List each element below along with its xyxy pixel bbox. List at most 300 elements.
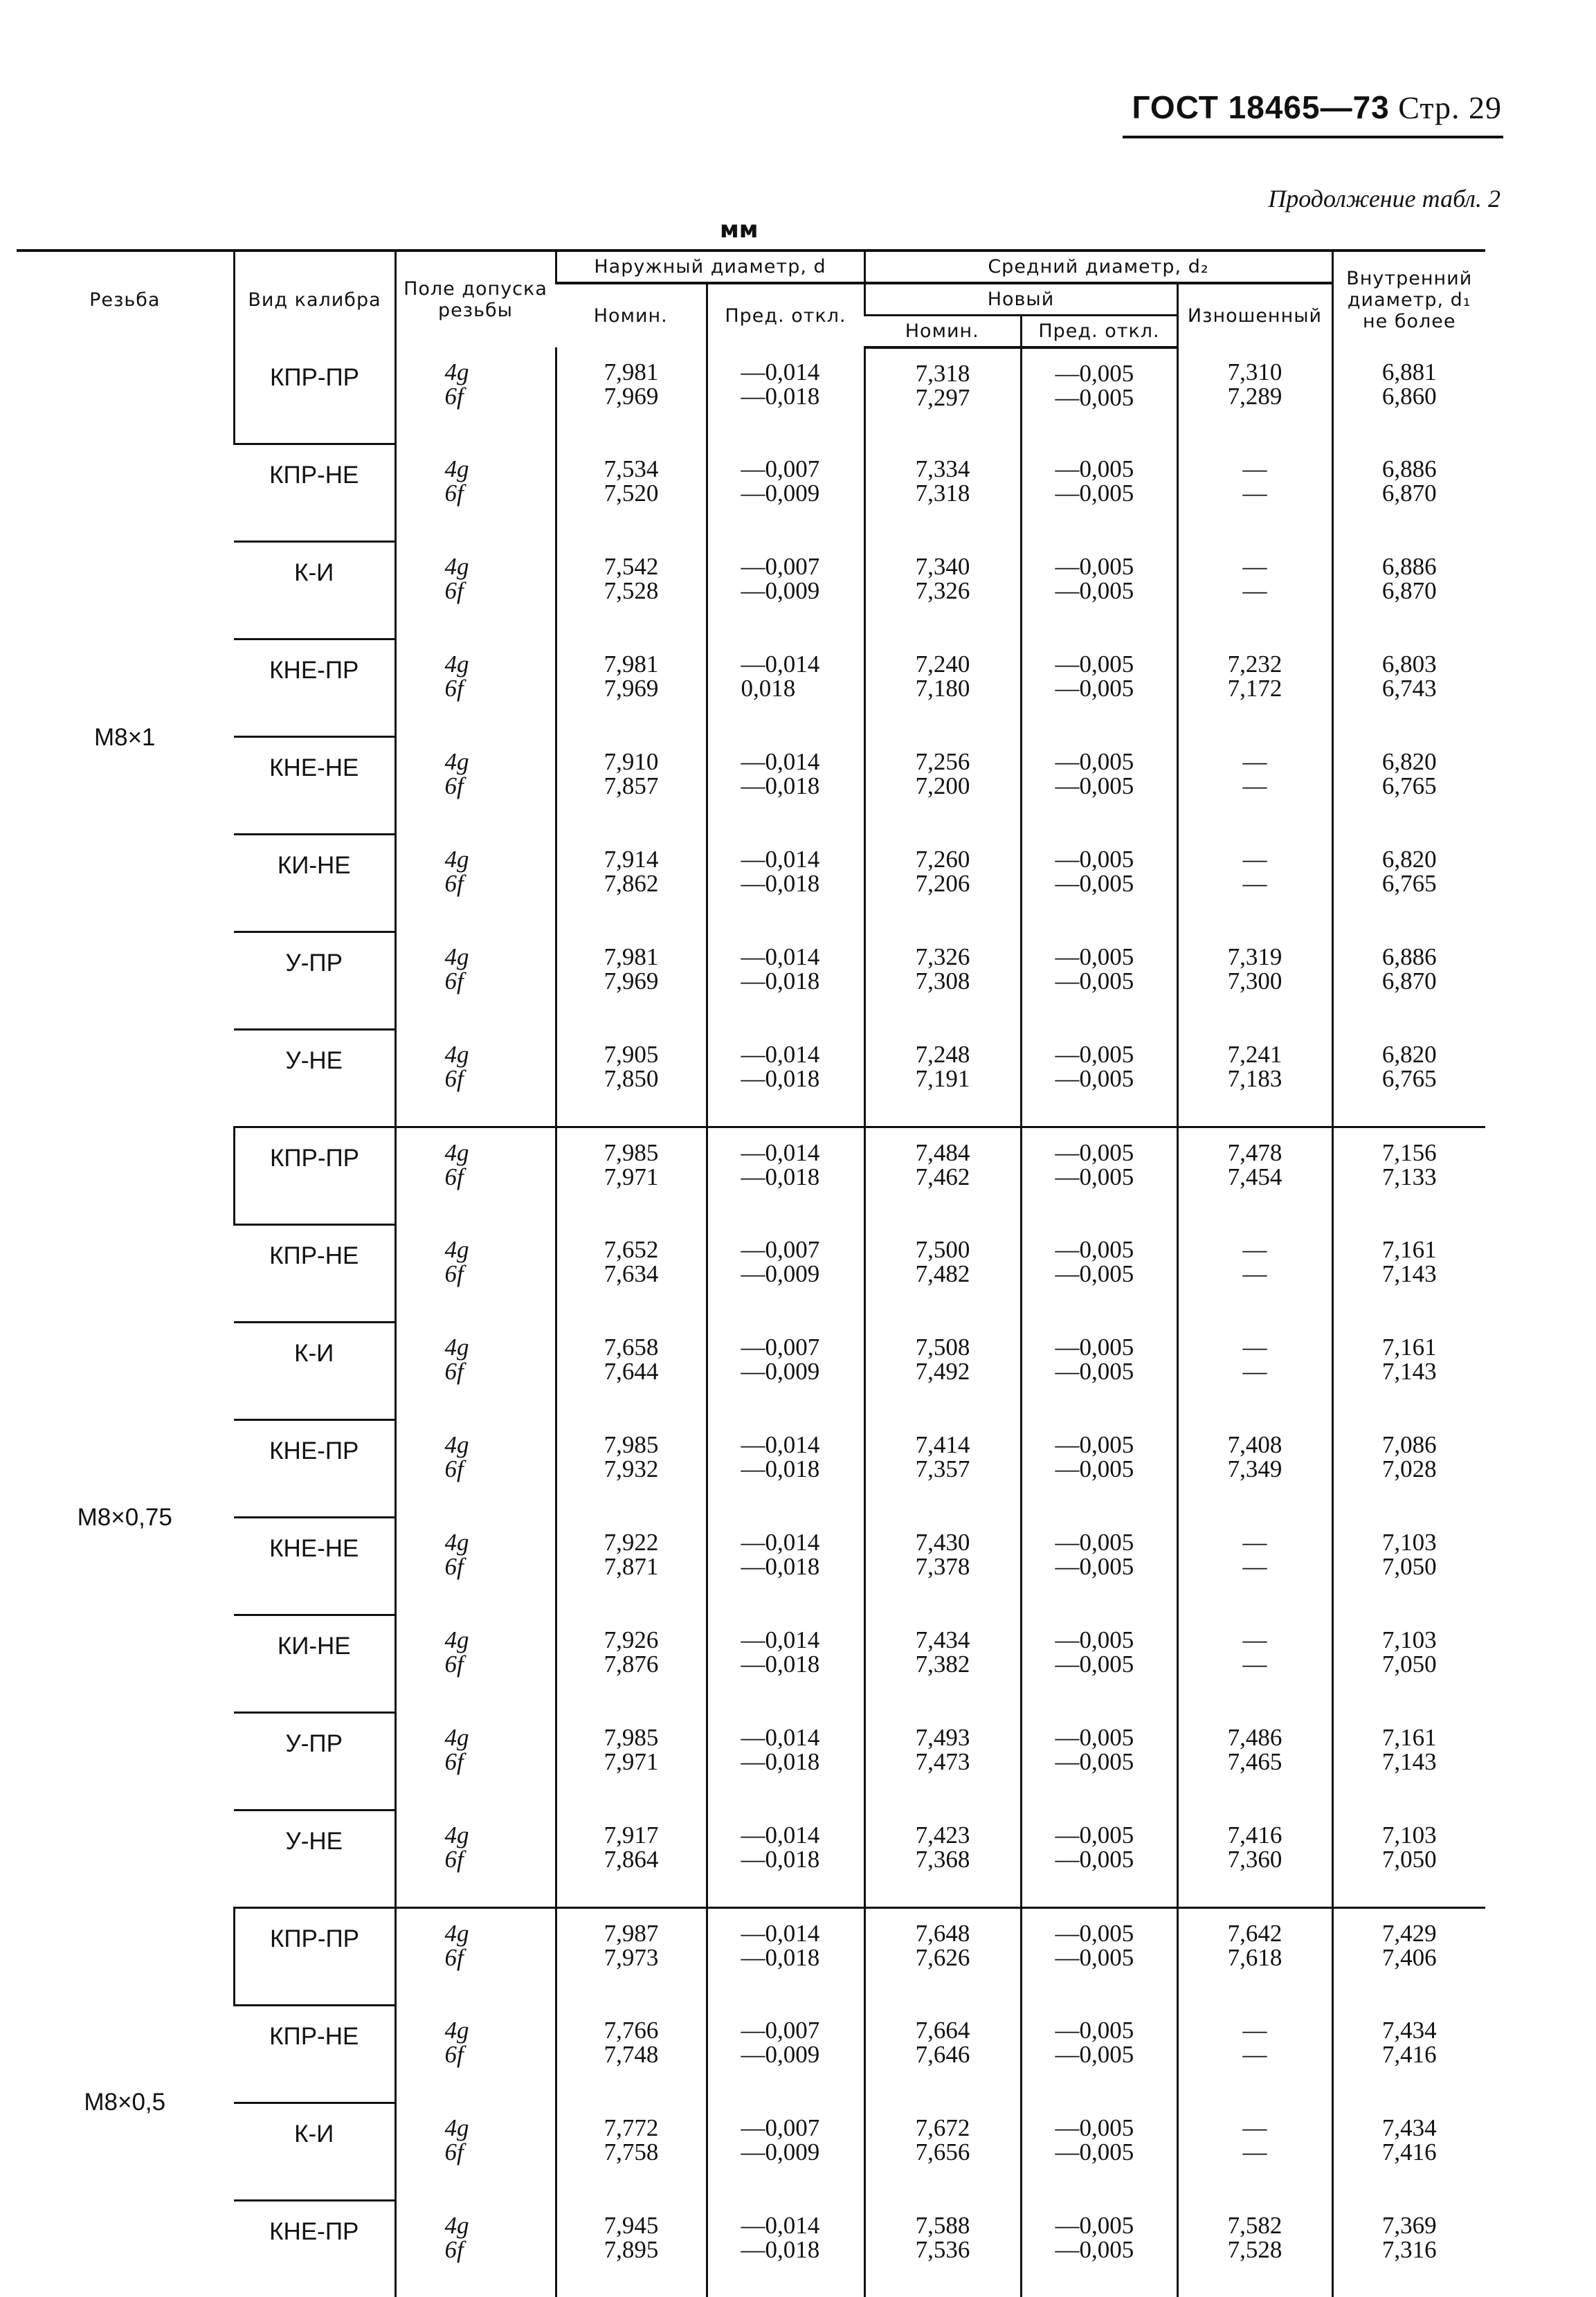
cell-value: —0,005 [1055,772,1134,799]
table-row [17,1030,1485,1127]
cell-value: 4g [444,1235,469,1263]
table-row [17,1908,1485,2006]
cell-value: 4g [444,845,469,873]
tolerance-field-cell [395,347,556,444]
inner-diameter-cell [1332,932,1485,1030]
cell-value: 7,050 [1381,1845,1437,1873]
tolerance-field-cell [395,444,556,542]
cell-value: —0,005 [1055,384,1134,412]
cell-value: —0,005 [1055,1552,1134,1580]
tolerance-field-cell [395,1323,556,1420]
thread-size-cell: M8×1 [93,723,156,751]
cell-value: 7,652 [604,1235,659,1263]
cell-value: —0,005 [1055,1723,1134,1751]
cell-value: 4g [444,455,469,482]
cell-value: 7,289 [1227,383,1282,410]
pitch-worn-cell [1177,542,1332,639]
gauge-type-cell: КНЕ-ПР [234,639,395,737]
cell-value: 7,382 [915,1650,970,1678]
cell-value: 6f [444,674,464,702]
cell-value: — [1242,455,1267,482]
outer-deviation-cell [707,542,864,639]
col-pitch-diameter: Средний диаметр, d₂ [864,251,1332,283]
pitch-nominal-cell [864,1225,1021,1323]
cell-value: — [1242,576,1267,604]
cell-value: —0,018 [741,1552,820,1580]
outer-deviation-cell [707,1615,864,1713]
cell-value: —0,009 [741,479,820,507]
pitch-nominal-cell [864,932,1021,1030]
cell-value: 7,319 [1227,943,1282,970]
table-row [17,1615,1485,1713]
cell-value: 7,922 [604,1528,659,1556]
tolerance-field-cell [395,2201,556,2297]
outer-deviation-cell [707,347,864,444]
pitch-deviation-cell [1021,1518,1177,1615]
table-row [17,542,1485,639]
pitch-deviation-cell [1021,2103,1177,2201]
cell-value: — [1242,552,1267,580]
cell-value: 6f [444,1357,464,1385]
cell-value: —0,014 [741,1528,820,1556]
cell-value: 7,772 [604,2114,659,2141]
outer-nominal-cell [556,347,707,444]
cell-value: 7,183 [1227,1064,1282,1092]
cell-value: 7,520 [604,479,659,507]
cell-value: 7,857 [604,772,659,799]
pitch-deviation-cell [1021,932,1177,1030]
cell-value: —0,005 [1055,1431,1134,1458]
table-row [17,1810,1485,1908]
cell-value: —0,018 [741,869,820,897]
cell-value: 7,969 [604,383,659,410]
outer-deviation-cell [707,1713,864,1810]
cell-value: — [1242,869,1267,897]
cell-value: 7,133 [1381,1163,1437,1191]
cell-value: —0,005 [1055,479,1134,507]
cell-value: —0,014 [741,1723,820,1751]
table-row [17,1518,1485,1615]
cell-value: —0,005 [1055,455,1134,482]
inner-diameter-cell [1332,2103,1485,2201]
tolerance-field-cell [395,932,556,1030]
cell-value: 7,300 [1227,967,1282,995]
cell-value: 7,656 [915,2138,970,2166]
cell-value: 6f [444,967,464,995]
cell-value: 7,664 [915,2016,970,2044]
outer-nominal-cell [556,1713,707,1810]
cell-value: 6f [444,576,464,604]
cell-value: 6f [444,479,464,507]
cell-value: 6,881 [1381,358,1437,386]
cell-value: — [1242,1552,1267,1580]
cell-value: 4g [444,1139,469,1167]
pitch-nominal-cell [864,2201,1021,2297]
cell-value: —0,005 [1055,943,1134,970]
outer-nominal-cell [556,1908,707,2006]
cell-value: 4g [444,1040,469,1068]
pitch-deviation-cell [1021,1615,1177,1713]
table-row [17,2006,1485,2103]
outer-nominal-cell [556,1420,707,1518]
cell-value: 6f [444,1260,464,1287]
cell-value: 6f [444,772,464,799]
outer-nominal-cell [556,1225,707,1323]
inner-diameter-cell [1332,444,1485,542]
pitch-deviation-cell [1021,737,1177,835]
cell-value: —0,014 [741,358,820,386]
cell-value: 7,161 [1381,1723,1437,1751]
cell-value: — [1242,772,1267,799]
cell-value: 7,206 [915,869,970,897]
header-rule [1123,136,1503,138]
cell-value: 6,765 [1381,869,1437,897]
cell-value: 7,416 [1227,1821,1282,1849]
cell-value: 7,971 [604,1747,659,1775]
cell-value: —0,014 [741,845,820,873]
cell-value: —0,005 [1055,747,1134,775]
outer-deviation-cell [707,2103,864,2201]
inner-diameter-cell [1332,1225,1485,1323]
outer-nominal-cell [556,737,707,835]
gauge-type-cell: К-И [234,2103,395,2201]
cell-value: —0,005 [1055,650,1134,678]
outer-deviation-cell [707,1323,864,1420]
col-outer-diameter: Наружный диаметр, d [556,251,864,283]
pitch-deviation-cell [1021,1030,1177,1127]
pitch-nominal-cell [864,1908,1021,2006]
cell-value: —0,005 [1055,1357,1134,1385]
cell-value: 4g [444,1626,469,1653]
cell-value: —0,007 [741,552,820,580]
gauge-type-cell: КПР-НЕ [234,1225,395,1323]
outer-nominal-cell [556,2201,707,2297]
cell-value: 7,297 [915,384,970,412]
cell-value: 7,658 [604,1333,659,1361]
cell-value: 7,864 [604,1845,659,1873]
cell-value: 7,326 [915,943,970,970]
outer-nominal-cell [556,1518,707,1615]
pitch-worn-cell [1177,1225,1332,1323]
cell-value: 7,360 [1227,1845,1282,1873]
pitch-worn-cell [1177,1030,1332,1127]
cell-value: —0,005 [1055,2211,1134,2239]
cell-value: 7,103 [1381,1528,1437,1556]
outer-deviation-cell [707,737,864,835]
pitch-worn-cell [1177,639,1332,737]
pitch-nominal-cell [864,2103,1021,2201]
cell-value: 6f [444,2138,464,2166]
cell-value: 7,646 [915,2040,970,2068]
inner-diameter-cell [1332,1713,1485,1810]
cell-value: —0,014 [741,650,820,678]
cell-value: 7,326 [915,576,970,604]
cell-value: —0,005 [1055,1064,1134,1092]
cell-value: 7,318 [915,479,970,507]
gauge-dimensions-table [17,249,1485,2297]
cell-value: 6,886 [1381,455,1437,482]
pitch-deviation-cell [1021,1420,1177,1518]
pitch-nominal-cell [864,1420,1021,1518]
cell-value: —0,005 [1055,2138,1134,2166]
cell-value: —0,009 [741,1357,820,1385]
outer-deviation-cell [707,444,864,542]
cell-value: —0,005 [1055,674,1134,702]
cell-value: 7,969 [604,674,659,702]
cell-value: —0,007 [741,2016,820,2044]
cell-value: — [1242,2114,1267,2141]
cell-value: 7,434 [1381,2016,1437,2044]
tolerance-field-cell [395,1518,556,1615]
cell-value: 7,378 [915,1552,970,1580]
cell-value: —0,018 [741,1845,820,1873]
table-row [17,1420,1485,1518]
cell-value: 6f [444,1064,464,1092]
pitch-worn-cell [1177,1518,1332,1615]
cell-value: 7,240 [915,650,970,678]
cell-value: 7,191 [915,1064,970,1092]
cell-value: 4g [444,2016,469,2044]
cell-value: —0,005 [1055,869,1134,897]
gauge-type-cell: У-ПР [234,1713,395,1810]
cell-value: —0,009 [741,576,820,604]
cell-value: 7,484 [915,1139,970,1167]
inner-diameter-cell [1332,542,1485,639]
inner-diameter-cell [1332,1127,1485,1225]
cell-value: 7,482 [915,1260,970,1287]
tolerance-field-cell [395,1420,556,1518]
cell-value: —0,005 [1055,967,1134,995]
outer-nominal-cell [556,1615,707,1713]
cell-value: 7,340 [915,552,970,580]
cell-value: 7,241 [1227,1040,1282,1068]
cell-value: 7,454 [1227,1163,1282,1191]
cell-value: —0,005 [1055,1821,1134,1849]
cell-value: —0,014 [741,1821,820,1849]
gauge-type-cell: КПР-ПР [234,1908,395,2006]
tolerance-field-cell [395,835,556,932]
cell-value: 7,161 [1381,1333,1437,1361]
outer-nominal-cell [556,542,707,639]
cell-value: 7,618 [1227,1944,1282,1972]
cell-value: 4g [444,2114,469,2141]
cell-value: 7,430 [915,1528,970,1556]
cell-value: 7,493 [915,1723,970,1751]
cell-value: —0,005 [1055,360,1134,388]
inner-diameter-cell [1332,2006,1485,2103]
pitch-deviation-cell [1021,542,1177,639]
cell-value: 7,050 [1381,1650,1437,1678]
cell-value: 7,368 [915,1845,970,1873]
cell-value: 4g [444,1528,469,1556]
cell-value: 7,748 [604,2040,659,2068]
cell-value: 7,416 [1381,2040,1437,2068]
cell-value: — [1242,1528,1267,1556]
cell-value: — [1242,747,1267,775]
gauge-type-cell: К-И [234,542,395,639]
cell-value: — [1242,2040,1267,2068]
cell-value: 4g [444,358,469,386]
cell-value: —0,005 [1055,1163,1134,1191]
cell-value: 7,766 [604,2016,659,2044]
cell-value: — [1242,1650,1267,1678]
cell-value: —0,014 [741,1626,820,1653]
outer-nominal-cell [556,444,707,542]
pitch-nominal-cell [864,2006,1021,2103]
cell-value: —0,018 [741,967,820,995]
gauge-type-cell: КПР-НЕ [234,444,395,542]
cell-value: —0,005 [1055,2235,1134,2263]
col-pitch-deviation: Пред. откл. [1021,316,1177,348]
cell-value: —0,007 [741,2114,820,2141]
cell-value: 7,648 [915,1920,970,1948]
cell-value: 6,743 [1381,674,1437,702]
cell-value: —0,018 [741,1944,820,1972]
cell-value: —0,009 [741,2040,820,2068]
cell-value: 6f [444,1747,464,1775]
tolerance-field-cell [395,1615,556,1713]
outer-deviation-cell [707,2201,864,2297]
inner-diameter-cell [1332,1908,1485,2006]
cell-value: 7,981 [604,650,659,678]
cell-value: 4g [444,943,469,970]
cell-value: 7,905 [604,1040,659,1068]
pitch-worn-cell [1177,2201,1332,2297]
cell-value: —0,009 [741,1260,820,1287]
pitch-nominal-cell [864,835,1021,932]
cell-value: 7,910 [604,747,659,775]
cell-value: 7,508 [915,1333,970,1361]
pitch-worn-cell [1177,1615,1332,1713]
outer-nominal-cell [556,2103,707,2201]
cell-value: 7,161 [1381,1235,1437,1263]
cell-value: 4g [444,650,469,678]
pitch-deviation-cell [1021,1323,1177,1420]
cell-value: — [1242,1235,1267,1263]
inner-diameter-cell [1332,1518,1485,1615]
cell-value: 6,765 [1381,772,1437,799]
cell-value: 7,143 [1381,1260,1437,1287]
table-row [17,737,1485,835]
cell-value: 7,416 [1381,2138,1437,2166]
cell-value: —0,005 [1055,1920,1134,1948]
cell-value: 7,462 [915,1163,970,1191]
gauge-type-cell: КПР-ПР [234,347,395,444]
cell-value: — [1242,2016,1267,2044]
pitch-worn-cell [1177,737,1332,835]
cell-value: 7,180 [915,674,970,702]
cell-value: 7,478 [1227,1139,1282,1167]
cell-value: 7,156 [1381,1139,1437,1167]
gauge-type-cell: КПР-ПР [234,1127,395,1225]
cell-value: 0,018 [741,674,796,702]
cell-value: — [1242,1357,1267,1385]
cell-value: 7,406 [1381,1944,1437,1972]
cell-value: 7,500 [915,1235,970,1263]
cell-value: —0,005 [1055,2114,1134,2141]
table-row [17,1713,1485,1810]
table-row [17,1127,1485,1225]
cell-value: —0,014 [741,943,820,970]
cell-value: —0,005 [1055,845,1134,873]
table-row [17,1225,1485,1323]
cell-value: 7,260 [915,845,970,873]
cell-value: 7,981 [604,358,659,386]
cell-value: 7,423 [915,1821,970,1849]
cell-value: 7,408 [1227,1431,1282,1458]
standard-number: ГОСТ 18465—73 [1132,89,1390,125]
cell-value: 7,926 [604,1626,659,1653]
cell-value: 6f [444,869,464,897]
cell-value: — [1242,1260,1267,1287]
cell-value: —0,005 [1055,1944,1134,1972]
outer-nominal-cell [556,932,707,1030]
cell-value: 7,028 [1381,1455,1437,1482]
cell-value: 6,803 [1381,650,1437,678]
cell-value: 7,536 [915,2235,970,2263]
pitch-worn-cell [1177,1908,1332,2006]
cell-value: 7,414 [915,1431,970,1458]
cell-value: —0,005 [1055,1139,1134,1167]
pitch-deviation-cell [1021,1810,1177,1908]
inner-diameter-cell [1332,835,1485,932]
pitch-nominal-cell [864,1615,1021,1713]
cell-value: —0,018 [741,2235,820,2263]
tolerance-field-cell [395,2006,556,2103]
cell-value: 7,534 [604,455,659,482]
pitch-deviation-cell [1021,1225,1177,1323]
col-pitch-nominal: Номин. [864,316,1021,348]
cell-value: 6f [444,1845,464,1873]
pitch-deviation-cell [1021,2006,1177,2103]
unit-label: мм [720,216,759,244]
cell-value: 6,860 [1381,383,1437,410]
cell-value: 4g [444,1920,469,1948]
pitch-nominal-cell [864,542,1021,639]
cell-value: —0,005 [1055,1235,1134,1263]
cell-value: 6,870 [1381,576,1437,604]
inner-diameter-cell [1332,1810,1485,1908]
col-outer-deviation: Пред. откл. [707,283,864,347]
cell-value: —0,005 [1055,1845,1134,1873]
col-thread: Резьба [17,251,234,347]
cell-value: 7,642 [1227,1920,1282,1948]
pitch-worn-cell [1177,1810,1332,1908]
cell-value: —0,005 [1055,2016,1134,2044]
pitch-worn-cell [1177,1420,1332,1518]
cell-value: 7,429 [1381,1920,1437,1948]
outer-deviation-cell [707,1518,864,1615]
cell-value: 4g [444,747,469,775]
cell-value: — [1242,1626,1267,1653]
table-row [17,347,1485,444]
cell-value: —0,005 [1055,552,1134,580]
cell-value: —0,009 [741,2138,820,2166]
tolerance-field-cell [395,737,556,835]
cell-value: —0,005 [1055,1260,1134,1287]
cell-value: —0,005 [1055,1455,1134,1482]
pitch-deviation-cell [1021,1908,1177,2006]
cell-value: 7,310 [1227,358,1282,386]
cell-value: 7,945 [604,2211,659,2239]
cell-value: 4g [444,2211,469,2239]
cell-value: 7,985 [604,1431,659,1458]
cell-value: —0,018 [741,772,820,799]
tolerance-field-cell [395,1810,556,1908]
cell-value: 7,582 [1227,2211,1282,2239]
cell-value: 6f [444,1650,464,1678]
cell-value: 7,103 [1381,1821,1437,1849]
